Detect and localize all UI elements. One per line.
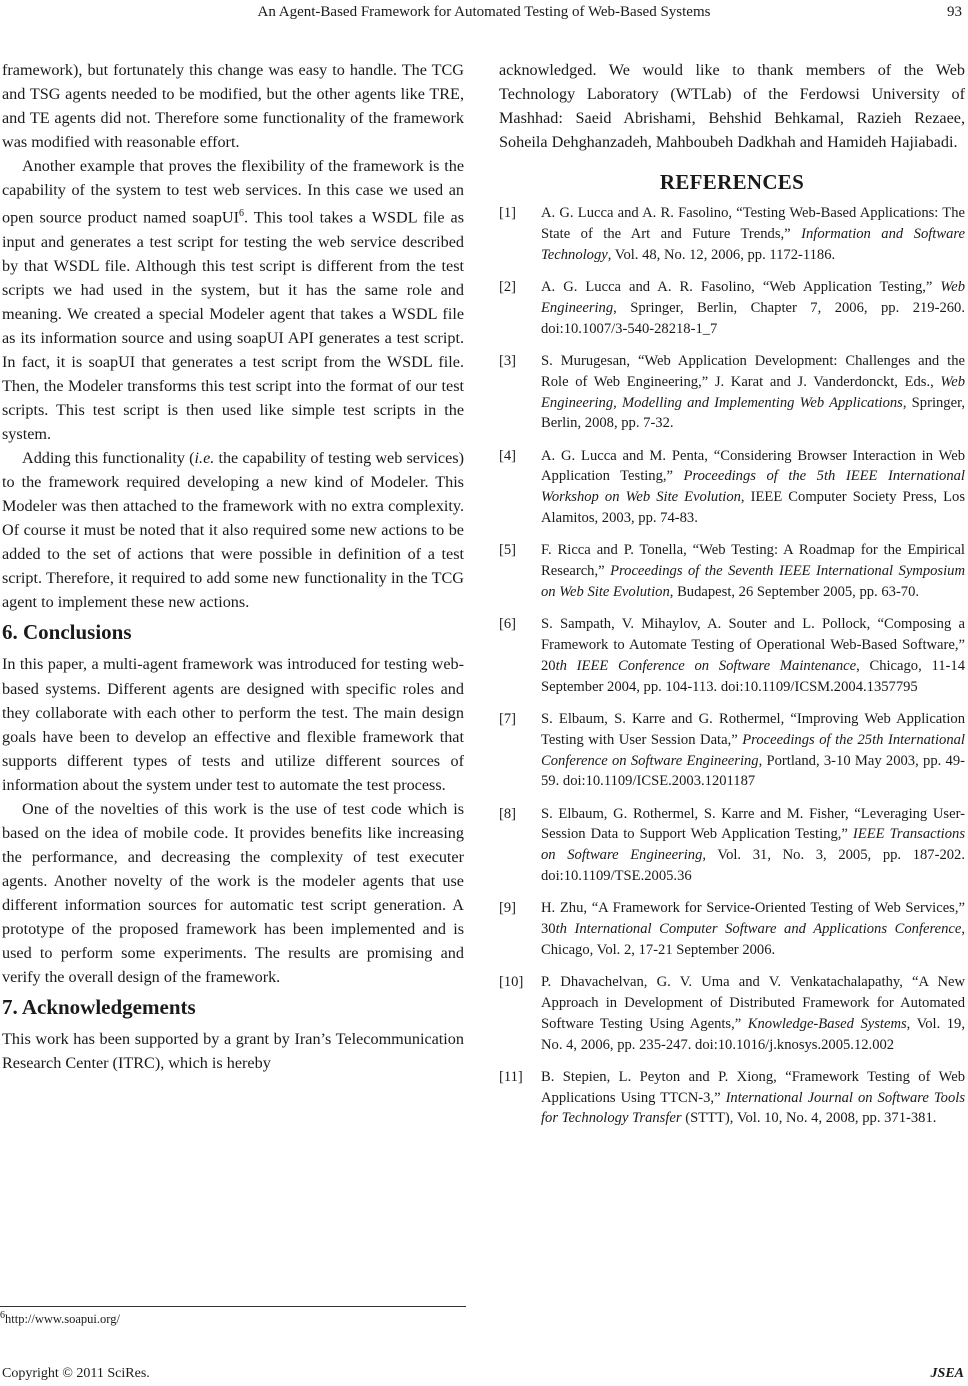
italic-text: i.e. [194, 449, 215, 468]
reference-item [499, 540, 965, 602]
reference-text: A. G. Lucca and A. R. Fasolino, “Web Application Testing,” Web Engineering, Springer, Berlin, Chapter 7, 2006, pp. 219-260. doi:10.1007/3-540-28218-1_7 [541, 279, 965, 337]
paragraph: In this paper, a multi-agent framework was introduced for testing web-based systems. Different agents are designed with specific roles and they collaborate with each other to perform the test. The main design goals have been to develop an effective and flexible framework that supports different types of tests and utilize different sources of information about the system under test to automate the test process. [2, 655, 464, 794]
left-column [2, 58, 464, 1075]
text-span: Another example that proves the flexibility of the framework is the capability of the system to test web services. In this case we used an open source product named soapUI [2, 157, 464, 227]
reference-number: [11] [499, 1068, 523, 1085]
running-header [0, 0, 968, 26]
reference-item [499, 203, 965, 265]
reference-number: [5] [499, 542, 517, 559]
section-heading: 7. Acknowledgements [2, 995, 196, 1020]
reference-number: [1] [499, 205, 517, 222]
reference-item [499, 898, 965, 960]
reference-item [499, 351, 965, 434]
reference-list [499, 203, 965, 1129]
reference-text: S. Elbaum, G. Rothermel, S. Karre and M. Fisher, “Leveraging User-Session Data to Support Web Application Testing,” IEEE Transactions on Software Engineering, Vol. 31, No. 3, 2005, pp. 187-202. doi:10.1109/TSE.2005.36 [541, 805, 965, 884]
reference-number: [7] [499, 710, 517, 727]
reference-text: H. Zhu, “A Framework for Service-Oriented Testing of Web Services,” 30th International Computer Software and Applications Conference, Chicago, Vol. 2, 17-21 September 2006. [541, 900, 965, 958]
reference-text: B. Stepien, L. Peyton and P. Xiong, “Framework Testing of Web Applications Using TTCN-3,” International Journal on Software Tools for Technology Transfer (STTT), Vol. 10, No. 4, 2008, pp. 371-381. [541, 1068, 966, 1127]
reference-text: A. G. Lucca and A. R. Fasolino, “Testing Web-Based Applications: The State of the Art and Future Trends,” Information and Software Technology, Vol. 48, No. 12, 2006, pp. 1172-1186. [541, 205, 966, 263]
reference-number: [6] [499, 616, 517, 633]
footnote-marker: 6 [238, 208, 244, 220]
journal-abbrev: JSEA [930, 1366, 964, 1381]
paragraph [2, 154, 464, 446]
footnote-marker: 6 [0, 1310, 5, 1321]
paragraph: acknowledged. We would like to thank members of the Web Technology Laboratory (WTLab) of the Ferdowsi University of Mashhad: Saeid Abrishami, Behshid Behkamal, Razieh Rezaee, Soheila Dehghanzadeh, Mahboubeh Dadkhah and Hamideh Hajiabadi. [499, 61, 965, 152]
text-span: . This tool takes a WSDL file as input and generates a test script for testing the web service described by that WSDL file. Although this test script is different from the test scripts we had used in the system, but it has the same role and meaning. We created a special Modeler agent that takes a WSDL file as its information source and using soapUI API generates a test script. In fact, it is soapUI that generates a test script from the WSDL file. Then, the Modeler transforms this test script into the format of our test scripts. This test script is then used like simple test scripts in the system. [2, 208, 465, 444]
references-heading: REFERENCES [659, 170, 805, 195]
reference-item [499, 277, 965, 339]
reference-number: [4] [499, 447, 517, 464]
reference-number: [10] [499, 974, 524, 991]
reference-number: [8] [499, 805, 517, 822]
reference-number: [9] [499, 900, 517, 917]
paragraph: This work has been supported by a grant by Iran’s Telecommunication Research Center (ITRC), which is hereby [2, 1030, 464, 1073]
section-heading: 6. Conclusions [2, 620, 132, 645]
page-number: 93 [947, 4, 962, 20]
reference-text: A. G. Lucca and M. Penta, “Considering Browser Interaction in Web Application Testing,” Proceedings of the 5th IEEE International Workshop on Web Site Evolution, IEEE Computer Society Press, Los Alamitos, 2003, pp. 74-83. [541, 447, 965, 527]
reference-item [499, 804, 965, 887]
reference-item [499, 1067, 965, 1129]
reference-number: [2] [499, 279, 517, 296]
reference-number: [3] [499, 352, 517, 369]
paragraph [2, 446, 464, 614]
text-span: Adding this functionality ( [22, 449, 195, 468]
footnote [0, 1310, 120, 1327]
reference-item [499, 709, 965, 792]
copyright-text: Copyright © 2011 SciRes. [2, 1366, 150, 1381]
reference-text: S. Sampath, V. Mihaylov, A. Souter and L. Pollock, “Composing a Framework to Automate Testing of Operational Web-Based Software,” 20th IEEE Conference on Software Maintenance, Chicago, 11-14 September 2004, pp. 104-113. doi:10.1109/ICSM.2004.1357795 [541, 616, 965, 695]
reference-item [499, 446, 965, 529]
footnote-link[interactable]: http://www.soapui.org/ [5, 1312, 120, 1327]
right-column [499, 58, 965, 1141]
text-span: the capability of testing web services) to the framework required developing a new kind of Modeler. This Modeler was then attached to the framework with no extra complexity. Of course it must be noted that it also required some new actions to be added to the set of actions that were possible in definition of a test script. Therefore, it required to add some new functionality in the TCG agent to implement these new actions. [2, 449, 464, 612]
reference-text: F. Ricca and P. Tonella, “Web Testing: A Roadmap for the Empirical Research,” Proceedings of the Seventh IEEE International Symposium on Web Site Evolution, Budapest, 26 September 2005, pp. 63-70. [541, 542, 965, 600]
reference-item [499, 972, 965, 1055]
reference-text: S. Murugesan, “Web Application Development: Challenges and the Role of Web Engineering,” J. Karat and J. Vanderdonckt, Eds., Web Engineering, Modelling and Implementing Web Applications, Springer, Berlin, 2008, pp. 7-32. [541, 352, 965, 432]
reference-text: P. Dhavachelvan, G. V. Uma and V. Venkatachalapathy, “A New Approach in Development of Distributed Framework for Automated Software Testing Using Agents,” Knowledge-Based Systems, Vol. 19, No. 4, 2006, pp. 235-247. doi:10.1016/j.knosys.2005.12.002 [541, 974, 965, 1053]
reference-item [499, 614, 965, 697]
running-title: An Agent-Based Framework for Automated Testing of Web-Based Systems [257, 4, 711, 20]
reference-text: S. Elbaum, S. Karre and G. Rothermel, “Improving Web Application Testing with User Session Data,” Proceedings of the 25th International Conference on Software Engineering, Portland, 3-10 May 2003, pp. 49-59. doi:10.1109/ICSE.2003.1201187 [541, 710, 965, 790]
paragraph: framework), but fortunately this change was easy to handle. The TCG and TSG agents needed to be modified, but the other agents like TRE, and TE agents did not. Therefore some functionality of the framework was modified with reasonable effort. [2, 61, 464, 152]
footnote-rule [0, 1306, 466, 1307]
paragraph: One of the novelties of this work is the use of test code which is based on the idea of mobile code. It provides benefits like increasing the performance, and decreasing the complexity of test executer agents. Another novelty of the work is the modeler agents that use different information sources for automatic test script generation. A prototype of the proposed framework has been implemented and is used to perform some experiments. The results are promising and verify the overall design of the framework. [2, 799, 464, 987]
